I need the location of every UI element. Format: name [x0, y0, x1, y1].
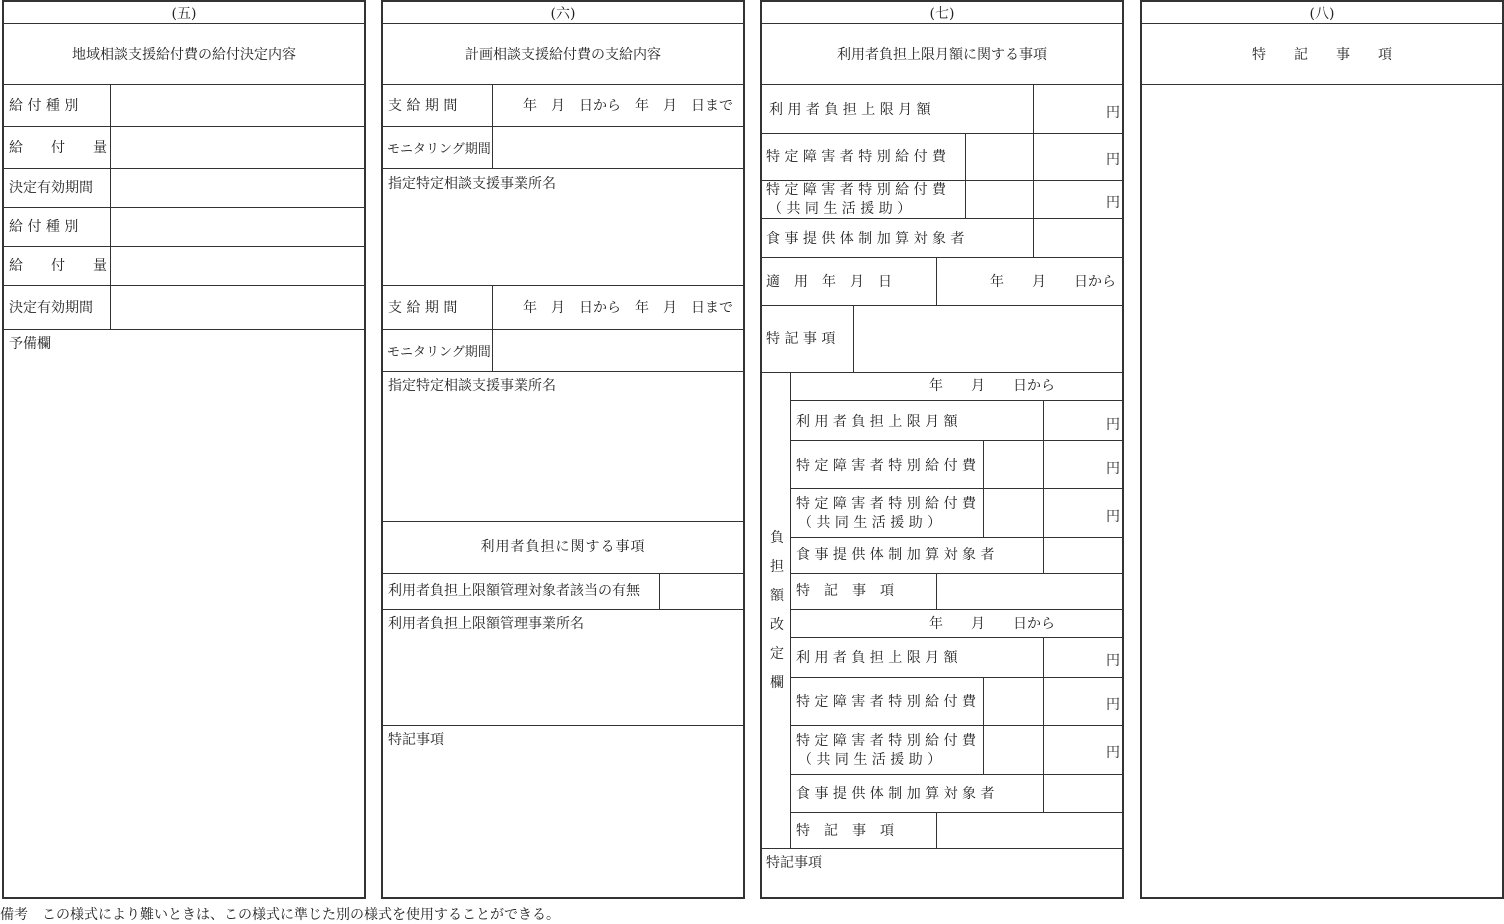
yen-7: 円	[1106, 653, 1120, 669]
office-label-2: 指定特定相談支援事業所名	[388, 378, 556, 394]
special-label: 特 定 障 害 者 特 別 給 付 費	[766, 149, 947, 165]
special-kyodo-label-2: （ 共 同 生 活 援 助 ）	[768, 201, 912, 217]
row-label-kyufu-shubetsu: 給 付 種 別	[9, 98, 79, 114]
revision-2-special: 特 定 障 害 者 特 別 給 付 費	[796, 694, 977, 710]
apply-date-label: 適 用 年 月 日	[766, 274, 892, 290]
panel-6-title: 計画相談支援給付費の支給内容	[465, 47, 661, 63]
panel-8-number: (八)	[1309, 6, 1335, 22]
panel-5-title: 地域相談支援給付費の給付決定内容	[72, 47, 296, 63]
yen-6: 円	[1106, 509, 1120, 525]
shikyu-kikan-value: 年 月 日から 年 月 日まで	[523, 98, 733, 114]
footer-note: 備考 この様式により難いときは、この様式に準じた別の様式を使用することができる。	[0, 907, 560, 923]
special-kyodo-label-1: 特 定 障 害 者 特 別 給 付 費	[766, 182, 947, 198]
shikyu-kikan-label: 支 給 期 間	[388, 98, 458, 114]
yen-4: 円	[1106, 417, 1120, 433]
revision-2-kyodo-2: （ 共 同 生 活 援 助 ）	[798, 752, 942, 768]
revision-2-kyodo-1: 特 定 障 害 者 特 別 給 付 費	[796, 733, 977, 749]
yen-5: 円	[1106, 461, 1120, 477]
panel-7-title: 利用者負担上限月額に関する事項	[837, 47, 1047, 63]
revision-1-special: 特 定 障 害 者 特 別 給 付 費	[796, 458, 977, 474]
shikyu-kikan-value-2: 年 月 日から 年 月 日まで	[523, 300, 733, 316]
revision-1-kyodo-1: 特 定 障 害 者 特 別 給 付 費	[796, 496, 977, 512]
revision-1-date: 年 月 日から	[929, 378, 1055, 394]
apply-date-value: 年 月 日から	[990, 274, 1116, 290]
revision-vertical-label: 負 担 額 改 定 欄	[770, 530, 784, 691]
panel-8-title: 特 記 事 項	[1252, 47, 1392, 63]
yen-2: 円	[1106, 152, 1120, 168]
panel-5	[2, 0, 366, 899]
shikyu-kikan-label-2: 支 給 期 間	[388, 300, 458, 316]
revision-1-limit: 利 用 者 負 担 上 限 月 額	[796, 414, 958, 430]
row-label-kyufu-shubetsu-2: 給 付 種 別	[9, 219, 79, 235]
revision-2-date: 年 月 日から	[929, 616, 1055, 632]
monitoring-label-2: モニタリング期間	[387, 345, 491, 360]
office-label: 指定特定相談支援事業所名	[388, 176, 556, 192]
row-label-kyufu-ryo-2: 給 付 量	[9, 258, 107, 274]
burden-title: 利用者負担に関する事項	[480, 539, 646, 555]
panel-7-number: (七)	[929, 6, 955, 22]
panel-8	[1140, 0, 1504, 899]
monitoring-label: モニタリング期間	[387, 142, 491, 157]
burden-office-label: 利用者負担上限額管理事業所名	[388, 616, 584, 632]
panel-6	[381, 0, 745, 899]
revision-1-meal: 食 事 提 供 体 制 加 算 対 象 者	[796, 547, 995, 563]
revision-2-limit: 利 用 者 負 担 上 限 月 額	[796, 650, 958, 666]
row-label-kettei-kikan-2: 決定有効期間	[9, 300, 93, 316]
panel-7	[760, 0, 1124, 899]
burden-flag-label: 利用者負担上限額管理対象者該当の有無	[388, 583, 640, 599]
row-label-kyufu-ryo: 給 付 量	[9, 140, 107, 156]
notes-short-label: 特 記 事 項	[766, 331, 836, 347]
yen-9: 円	[1106, 745, 1120, 761]
meal-label: 食 事 提 供 体 制 加 算 対 象 者	[766, 231, 965, 247]
row-label-kettei-kikan: 決定有効期間	[9, 180, 93, 196]
limit-label: 利 用 者 負 担 上 限 月 額	[769, 102, 931, 118]
yen-8: 円	[1106, 697, 1120, 713]
notes-label-7: 特記事項	[766, 855, 822, 871]
panel-6-number: (六)	[550, 6, 576, 22]
yen-3: 円	[1106, 195, 1120, 211]
revision-2-meal: 食 事 提 供 体 制 加 算 対 象 者	[796, 786, 995, 802]
revision-2-notes: 特 記 事 項	[796, 823, 894, 839]
revision-1-kyodo-2: （ 共 同 生 活 援 助 ）	[798, 515, 942, 531]
revision-1-notes: 特 記 事 項	[796, 583, 894, 599]
yobi-label: 予備欄	[9, 336, 51, 352]
panel-5-number: (五)	[171, 6, 197, 22]
notes-label-6: 特記事項	[388, 732, 444, 748]
yen-1: 円	[1106, 105, 1120, 121]
